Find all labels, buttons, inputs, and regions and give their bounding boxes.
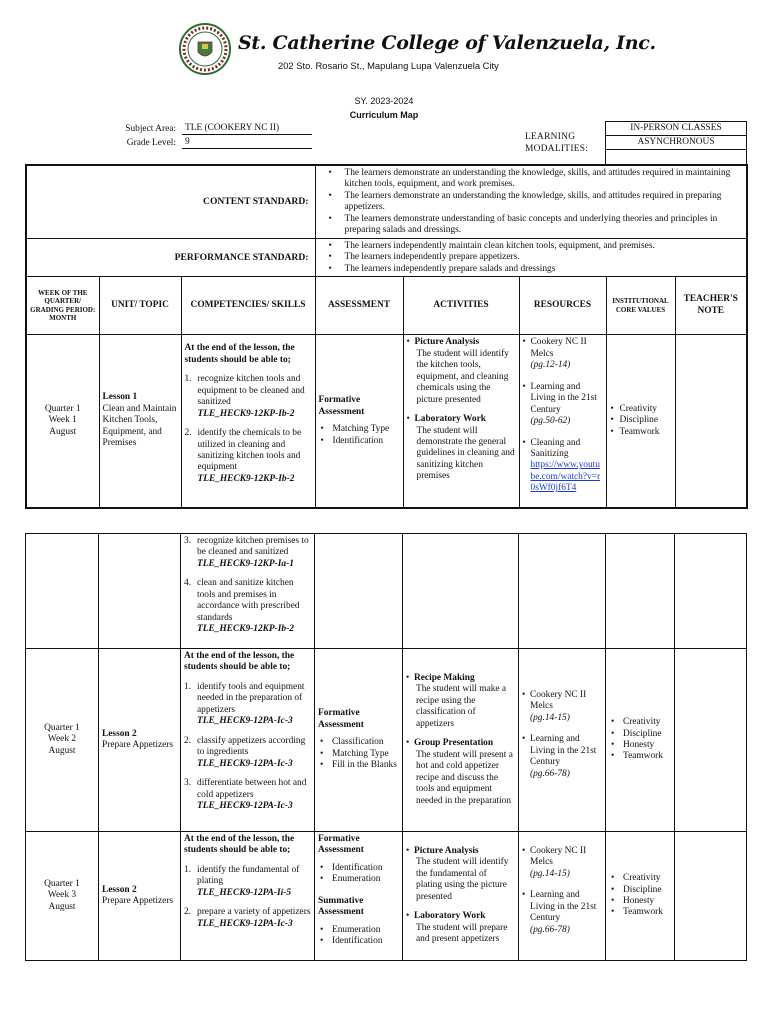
school-year: SY. 2023-2024: [354, 96, 414, 106]
performance-standard-row: [26, 238, 747, 276]
modality-item: IN-PERSON CLASSES: [606, 122, 746, 136]
activities-cell: • Picture Analysis The student will identify the kitchen tools, equipment, and cleaning chemicals using the picture presented • Laboratory Work The student will demonstrate the general guidelines in cleaning and sanitizing kitchen premises: [403, 335, 519, 508]
column-header-assessment: ASSESSMENT: [315, 277, 403, 335]
competency-item: 2. classify appetizers according to ingredients TLE_HECK9-12PA-Ic-3: [184, 735, 306, 769]
list-item: • Matching Type: [318, 749, 399, 760]
list-item: • Creativity: [609, 717, 671, 728]
list-item: • Honesty: [609, 896, 671, 907]
resources-cell: [519, 649, 606, 832]
list-item: • Identification: [319, 436, 400, 447]
column-header-unit: UNIT/ TOPIC: [99, 277, 181, 335]
core-values-cell: [606, 832, 675, 961]
core-values-cell: [606, 649, 675, 832]
resources-cell: [519, 832, 606, 961]
teachers-note-cell: [675, 335, 747, 508]
list-item: • Teamwork: [609, 907, 671, 918]
list-item: • Learning and Living in the 21st Century (pg.66-78): [522, 734, 602, 780]
teachers-note-cell: [675, 832, 747, 961]
list-item: • Discipline: [609, 729, 671, 740]
unit-topic-cell: Lesson 2 Prepare Appetizers: [99, 832, 181, 961]
unit-topic-cell: Lesson 2 Prepare Appetizers: [99, 649, 181, 832]
list-item: • The learners independently prepare appetizers.: [319, 252, 744, 263]
list-item: • Matching Type: [319, 424, 400, 435]
list-item: • The learners demonstrate understanding of basic concepts and underlying theories and principles in preparing salads and dressings.: [319, 214, 744, 237]
list-item: • Cleaning and Sanitizing https://www.youtube.com/watch?v=r0sWf0jf6T4: [523, 438, 603, 495]
list-item: • Cookery NC II Melcs (pg.14-15): [522, 690, 602, 724]
performance-standard-label: PERFORMANCE STANDARD:: [26, 238, 315, 276]
unit-topic-cell: [99, 534, 181, 649]
modalities-box: [605, 121, 747, 165]
learning-modalities-label: LEARNING MODALITIES:: [525, 132, 589, 155]
competencies-cell: At the end of the lesson, the students should be able to; 1. identify the fundamental of plating TLE_HECK9-12PA-Ii-5 2. prepare a variety of appetizers TLE_HECK9-12PA-Ic-3: [181, 832, 315, 961]
list-item: • Discipline: [610, 415, 672, 426]
resource-link[interactable]: https://www.youtube.com/watch?v=r0sWf0jf6T4: [530, 460, 601, 494]
unit-topic-cell: Lesson 1 Clean and Maintain Kitchen Tools, Equipment, and Premises: [99, 335, 181, 508]
competencies-cell: [181, 534, 315, 649]
list-item: • Learning and Living in the 21st Century (pg.50-62): [523, 382, 603, 428]
week-cell: Quarter 1 Week 3 August: [26, 832, 99, 961]
column-header-row: [26, 277, 747, 335]
competency-item: 1. recognize kitchen tools and equipment to be cleaned and sanitized TLE_HECK9-12KP-Ib-2: [184, 374, 305, 419]
competency-item: 3. recognize kitchen premises to be cleaned and sanitized TLE_HECK9-12KP-Ia-1: [184, 536, 309, 569]
assessment-cell: Formative Assessment • Identification • Enumeration Summative Assessment • Enumeration • Identification: [315, 832, 403, 961]
list-item: • Creativity: [610, 404, 672, 415]
list-item: • Teamwork: [610, 427, 672, 438]
competency-item: 2. prepare a variety of appetizers TLE_HECK9-12PA-Ic-3: [184, 907, 311, 929]
competency-list: [184, 865, 311, 930]
list-item: • Classification: [318, 737, 399, 748]
list-item: • Teamwork: [609, 751, 671, 762]
list-item: • The learners demonstrate an understanding the knowledge, skills, and attitudes required in maintaining kitchen tools, equipment, and work premises.: [319, 168, 744, 191]
list-item: • Learning and Living in the 21st Century (pg.66-78): [522, 890, 602, 936]
week-cell: [26, 534, 99, 649]
modality-item: [606, 150, 746, 164]
column-header-activities: ACTIVITIES: [403, 277, 519, 335]
core-values-cell: [606, 534, 675, 649]
list-item: • The learners demonstrate an understanding the knowledge, skills, and attitudes required in preparing appetizers.: [319, 191, 744, 214]
table-row: [26, 335, 747, 508]
competency-item: 2. identify the chemicals to be utilized in cleaning and sanitizing kitchen tools and equipment TLE_HECK9-12KP-Ib-2: [184, 428, 302, 484]
assessment-cell: Formative Assessment • Matching Type • Identification: [315, 335, 403, 508]
curriculum-table-page-1: [25, 164, 748, 509]
content-standard-list: [319, 168, 744, 237]
subject-area-value: TLE (COOKERY NC II): [182, 123, 312, 135]
list-item: • Honesty: [609, 740, 671, 751]
competency-list: [184, 536, 311, 636]
competency-item: 1. identify the fundamental of plating TLE_HECK9-12PA-Ii-5: [184, 864, 300, 898]
modality-item: ASYNCHRONOUS: [606, 136, 746, 150]
competencies-cell: At the end of the lesson, the students should be able to; 1. recognize kitchen tools and equipment to be cleaned and sanitized TLE_HECK9-12KP-Ib-2 2. identify the chemicals to be utilized in cleaning and sanitizing kitchen tools and equipment TLE_HECK9-12KP-Ib-2: [181, 335, 315, 508]
assessment-cell: [315, 534, 403, 649]
school-name: St. Catherine College of Valenzuela, Inc.: [238, 32, 656, 54]
column-header-teachers-note: TEACHER'S NOTE: [675, 277, 747, 335]
document-header: [0, 0, 768, 160]
competencies-cell: At the end of the lesson, the students should be able to; 1. identify tools and equipment needed in the preparation of appetizers TLE_HECK9-12PA-Ic-3 2. classify appetizers according to ingredients TLE_HECK9-12PA-Ic-3 3. differentiate between hot and cold appetizers TLE_HECK9-12PA-Ic-3: [181, 649, 315, 832]
list-item: • Identification: [318, 863, 399, 874]
column-header-competencies: COMPETENCIES/ SKILLS: [181, 277, 315, 335]
competency-list: [185, 374, 312, 485]
list-item: • Creativity: [609, 873, 671, 884]
activities-cell: • Recipe Making The student will make a recipe using the classification of appetizers • Group Presentation The student will present a hot and cold appetizer recipe and discuss the tools and equipment needed in the preparation: [403, 649, 519, 832]
list-item: • The learners independently prepare salads and dressings: [319, 264, 744, 275]
competency-item: 3. differentiate between hot and cold appetizers TLE_HECK9-12PA-Ic-3: [184, 778, 307, 812]
grade-level-value: 9: [182, 137, 312, 149]
table-row: [26, 832, 747, 961]
school-address: 202 Sto. Rosario St., Mapulang Lupa Valenzuela City: [278, 60, 499, 71]
teachers-note-cell: [675, 649, 747, 832]
document-title: Curriculum Map: [349, 110, 419, 120]
core-values-cell: [606, 335, 675, 508]
performance-standard-list: [319, 241, 744, 275]
grade-level-label: Grade Level:: [126, 138, 176, 148]
curriculum-table-page-2: [25, 533, 747, 961]
content-standard-label: CONTENT STANDARD:: [26, 165, 315, 238]
competency-item: 4. clean and sanitize kitchen tools and premises in accordance with prescribed standards TLE_HECK9-12KP-Ib-2: [184, 578, 300, 635]
column-header-resources: RESOURCES: [519, 277, 606, 335]
list-item: • Discipline: [609, 885, 671, 896]
column-header-core-values: INSTITUTIONAL CORE VALUES: [606, 277, 675, 335]
teachers-note-cell: [675, 534, 747, 649]
school-seal-logo: [178, 22, 232, 76]
list-item: • The learners independently maintain clean kitchen tools, equipment, and premises.: [319, 241, 744, 252]
activities-cell: • Picture Analysis The student will identify the fundamental of plating using the picture presented • Laboratory Work The student will prepare and present appetizers: [403, 832, 519, 961]
content-standard-row: [26, 165, 747, 238]
competency-list: [184, 682, 311, 813]
list-item: • Fill in the Blanks: [318, 760, 399, 771]
column-header-week: WEEK OF THE QUARTER/ GRADING PERIOD: MONTH: [26, 277, 99, 335]
week-cell: Quarter 1 Week 2 August: [26, 649, 99, 832]
week-cell: Quarter 1 Week 1 August: [26, 335, 99, 508]
resources-cell: [519, 534, 606, 649]
list-item: • Enumeration: [318, 925, 399, 936]
list-item: • Cookery NC II Melcs (pg.14-15): [522, 846, 602, 880]
table-row: [26, 534, 747, 649]
assessment-cell: Formative Assessment • Classification • Matching Type • Fill in the Blanks: [315, 649, 403, 832]
activities-cell: [403, 534, 519, 649]
list-item: • Cookery NC II Melcs (pg.12-14): [523, 337, 603, 371]
list-item: • Identification: [318, 936, 399, 947]
subject-area-label: Subject Area:: [125, 124, 176, 134]
resources-cell: [519, 335, 606, 508]
table-row: [26, 649, 747, 832]
competency-item: 1. identify tools and equipment needed in the preparation of appetizers TLE_HECK9-12PA-Ic-3: [184, 681, 305, 727]
list-item: • Enumeration: [318, 874, 399, 885]
